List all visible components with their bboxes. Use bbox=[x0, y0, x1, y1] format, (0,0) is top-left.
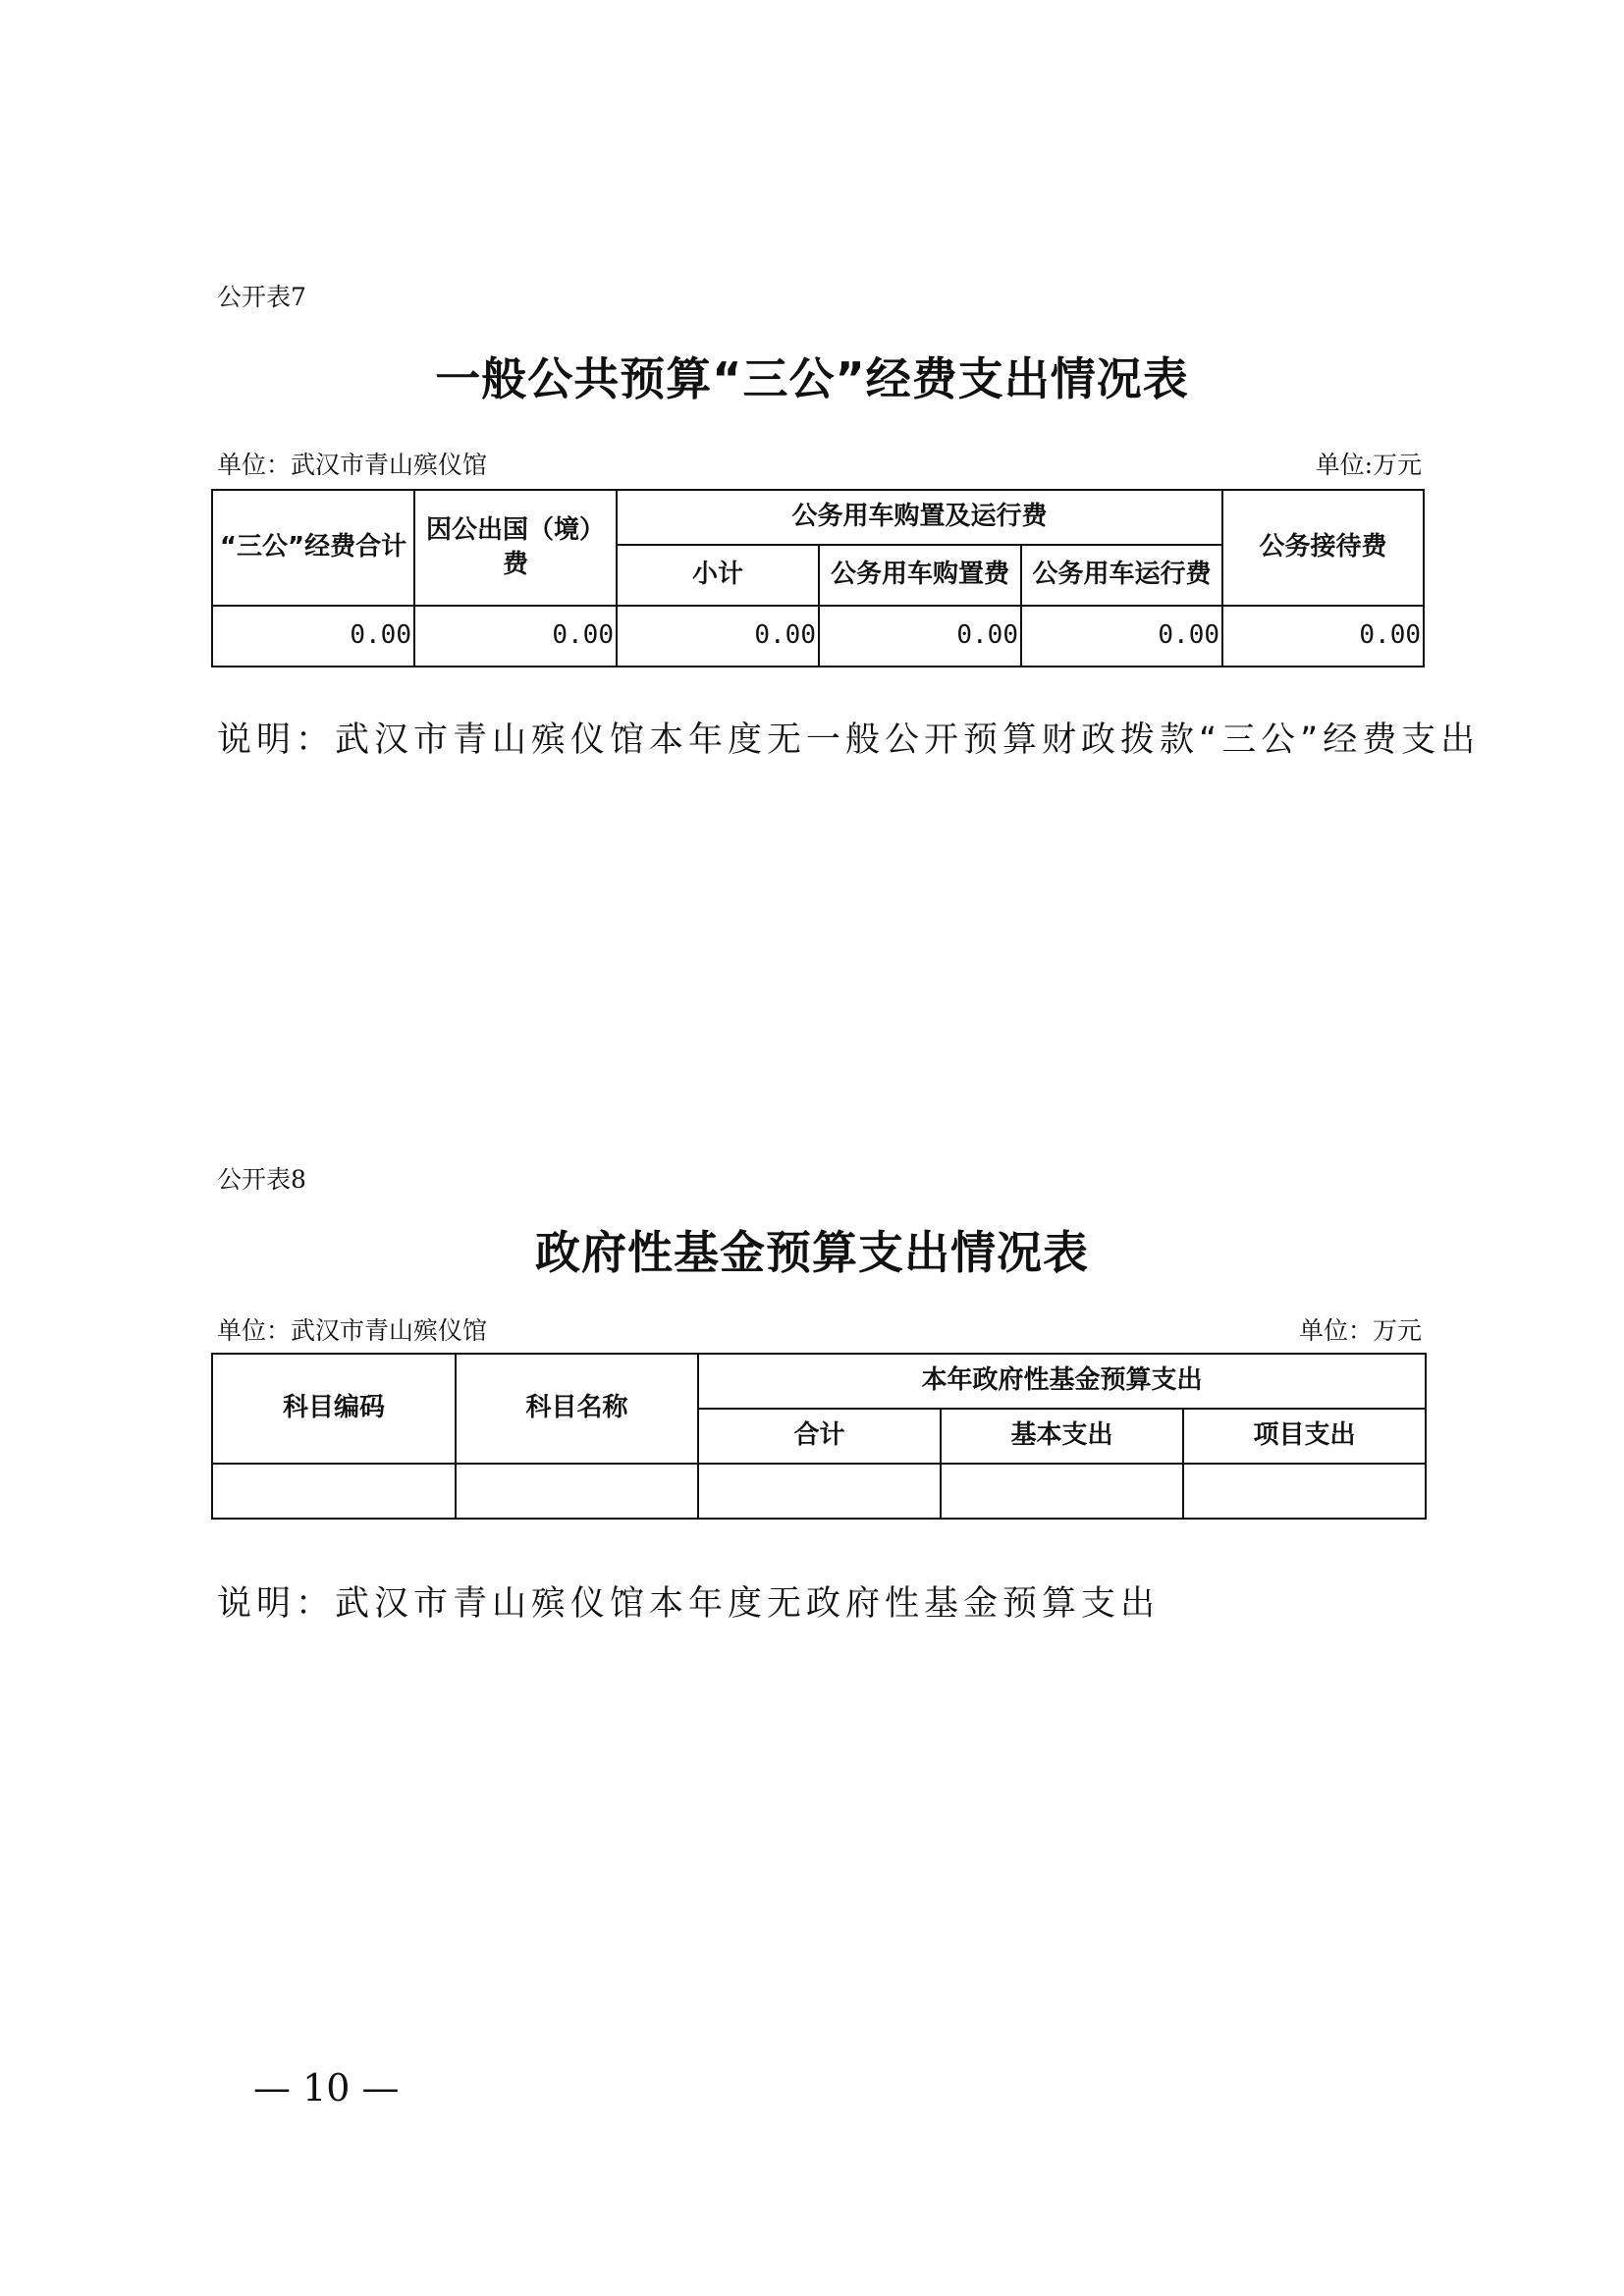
header-reception-fee: 公务接待费 bbox=[1222, 490, 1424, 606]
cell-vehicle-operation: 0.00 bbox=[1021, 606, 1222, 667]
header-basic-expenditure: 基本支出 bbox=[941, 1409, 1183, 1464]
header-vehicle-group: 公务用车购置及运行费 bbox=[617, 490, 1222, 545]
cell-project-expenditure bbox=[1183, 1464, 1426, 1519]
cell-subtotal: 0.00 bbox=[617, 606, 819, 667]
header-fund-total: 合计 bbox=[698, 1409, 941, 1464]
page-number: — 10 — bbox=[253, 2066, 400, 2109]
cell-abroad-fee: 0.00 bbox=[414, 606, 617, 667]
table-row bbox=[212, 606, 1424, 667]
table8-note: 说明：武汉市青山殡仪馆本年度无政府性基金预算支出 bbox=[217, 1584, 1161, 1624]
table7-sangong-expenditure bbox=[211, 489, 1425, 667]
table7-label: 公开表7 bbox=[217, 283, 306, 311]
header-subject-code: 科目编码 bbox=[212, 1354, 456, 1464]
header-subtotal: 小计 bbox=[617, 545, 819, 606]
cell-basic-expenditure bbox=[941, 1464, 1183, 1519]
table-row bbox=[212, 1464, 1426, 1519]
table8-title: 政府性基金预算支出情况表 bbox=[535, 1226, 1089, 1279]
cell-vehicle-purchase: 0.00 bbox=[819, 606, 1021, 667]
header-vehicle-operation: 公务用车运行费 bbox=[1021, 545, 1222, 606]
header-project-expenditure: 项目支出 bbox=[1183, 1409, 1426, 1464]
table7-note: 说明：武汉市青山殡仪馆本年度无一般公开预算财政拨款“三公”经费支出 bbox=[217, 721, 1481, 760]
cell-subject-name bbox=[456, 1464, 698, 1519]
header-sangong-total: “三公”经费合计 bbox=[212, 490, 414, 606]
table8-unit-left: 单位：武汉市青山殡仪馆 bbox=[217, 1316, 488, 1345]
header-vehicle-purchase: 公务用车购置费 bbox=[819, 545, 1021, 606]
cell-subject-code bbox=[212, 1464, 456, 1519]
table7-title: 一般公共预算“三公”经费支出情况表 bbox=[435, 352, 1189, 405]
table7-unit-left: 单位：武汉市青山殡仪馆 bbox=[217, 451, 488, 479]
table8-gov-fund-expenditure bbox=[211, 1353, 1427, 1520]
header-fund-group: 本年政府性基金预算支出 bbox=[698, 1354, 1426, 1409]
table8-unit-right: 单位：万元 bbox=[1298, 1316, 1422, 1345]
table8-label: 公开表8 bbox=[217, 1165, 306, 1194]
cell-fund-total bbox=[698, 1464, 941, 1519]
header-abroad-fee: 因公出国（境）费 bbox=[414, 490, 617, 606]
table7-unit-right: 单位:万元 bbox=[1315, 451, 1422, 479]
cell-sangong-total: 0.00 bbox=[212, 606, 414, 667]
header-subject-name: 科目名称 bbox=[456, 1354, 698, 1464]
cell-reception-fee: 0.00 bbox=[1222, 606, 1424, 667]
